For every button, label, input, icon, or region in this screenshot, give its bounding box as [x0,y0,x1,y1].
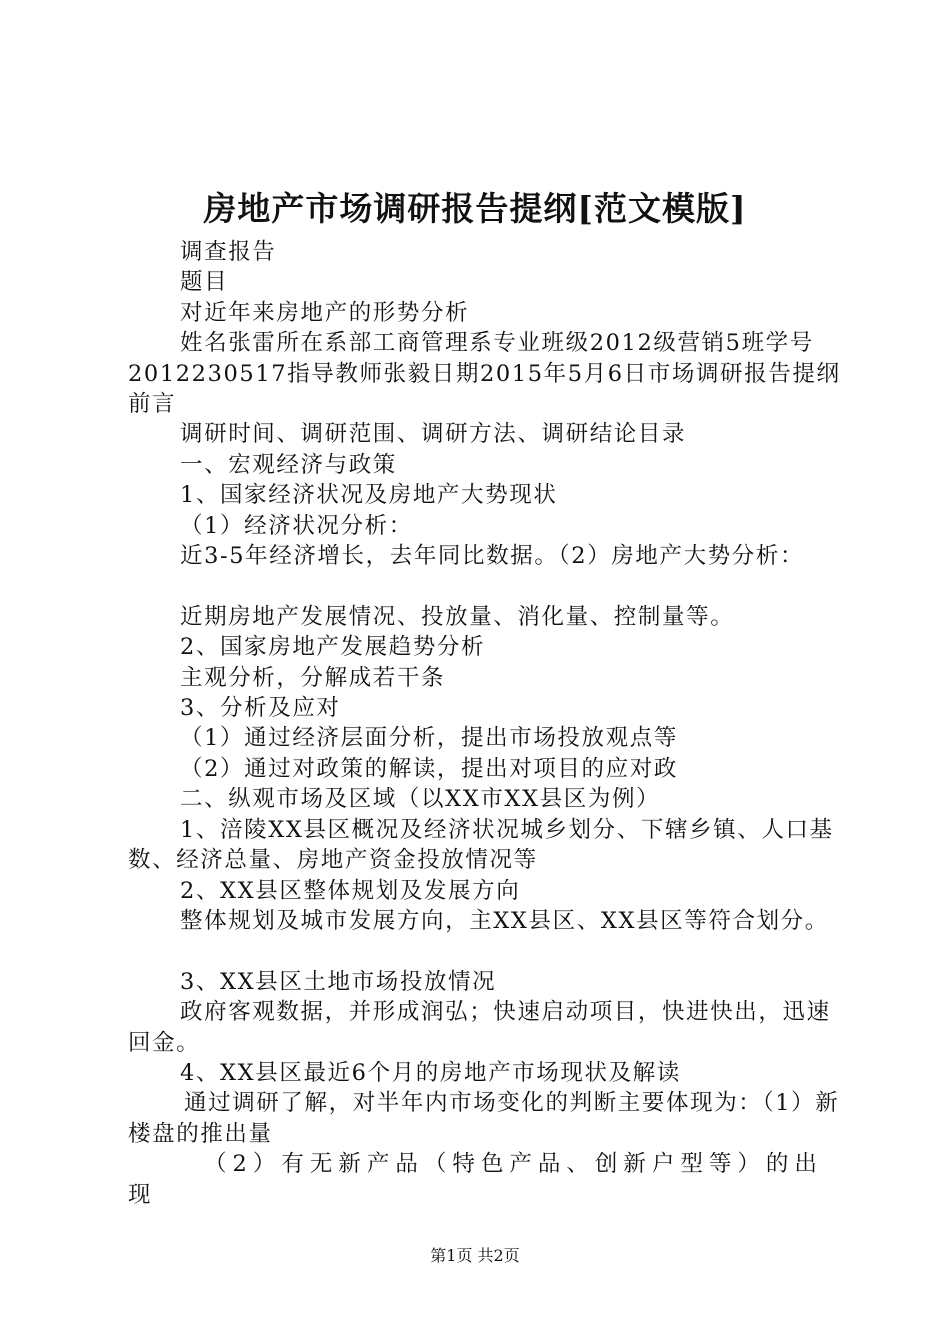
paragraph: 一、宏观经济与政策 [180,451,397,478]
document-body [128,237,848,1210]
paragraph: 近期房地产发展情况、投放量、消化量、控制量等。 [180,603,735,630]
paragraph: 二、纵观市场及区域（以XX市XX县区为例） [180,786,661,813]
paragraph: 调查报告 [180,239,277,265]
paragraph: 调研时间、调研范围、调研方法、调研结论目录 [180,421,687,448]
paragraph: 2、XX县区整体规划及发展方向 [180,877,521,904]
paragraph: 3、XX县区土地市场投放情况 [180,968,497,995]
blank-line [128,571,848,601]
paragraph: 对近年来房地产的形势分析 [180,299,470,326]
paragraph: 1、国家经济状况及房地产大势现状 [180,482,558,509]
paragraph: 主观分析，分解成若干条 [180,664,446,691]
paragraph: 2、国家房地产发展趋势分析 [180,634,486,661]
paragraph: 近3-5年经济增长，去年同比数据。（2）房地产大势分析： [180,543,805,570]
paragraph: 姓名张雷所在系部工商管理系专业班级2012级营销5班学号2012230517指导教师张毅日期2015年5月6日市场调研报告提纲前言 [128,330,841,418]
paragraph: （2）通过对政策的解读，提出对项目的应对政 [180,755,678,782]
blank-line [128,936,848,966]
paragraph: （1）通过经济层面分析，提出市场投放观点等 [180,725,678,752]
paragraph: 3、分析及应对 [180,695,341,722]
paragraph: （1）经济状况分析： [180,512,413,539]
page-footer: 第1页 共2页 [430,1246,520,1265]
paragraph: 1、涪陵XX县区概况及经济状况城乡划分、下辖乡镇、人口基数、经济总量、房地产资金投放情况等 [128,816,834,874]
paragraph: 通过调研了解，对半年内市场变化的判断主要体现为：（1）新楼盘的推出量 [128,1090,840,1147]
document-title: 房地产市场调研报告提纲[范文模版] [203,189,747,228]
paragraph: 题目 [180,269,229,296]
paragraph: 4、XX县区最近6个月的房地产市场现状及解读 [180,1059,681,1086]
paragraph: （2）有无新产品（特色产品、创新户型等）的出现 [128,1151,823,1208]
paragraph: 整体规划及城市发展方向，主XX县区、XX县区等符合划分。 [180,907,829,934]
paragraph: 政府客观数据，并形成润弘；快速启动项目，快进快出，迅速回金。 [128,999,831,1056]
